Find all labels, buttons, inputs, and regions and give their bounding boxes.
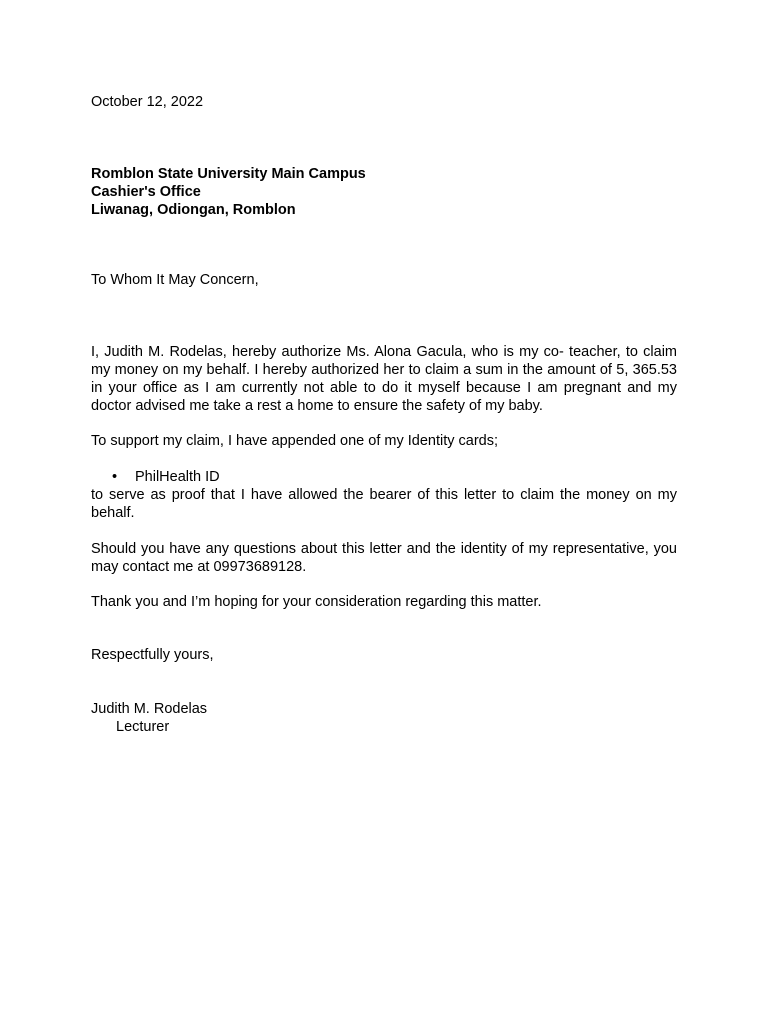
complimentary-close: Respectfully yours,	[91, 647, 214, 663]
recipient-office: Cashier's Office	[91, 184, 201, 200]
body-paragraph-support: To support my claim, I have appended one of my Identity cards;	[91, 433, 499, 449]
recipient-address	[91, 165, 677, 219]
salutation: To Whom It May Concern,	[91, 272, 259, 288]
id-card-list	[91, 468, 677, 486]
body-paragraph-contact: Should you have any questions about this letter and the identity of my representative, you may contact me at 09973689128.	[91, 541, 677, 575]
signature-title: Lecturer	[116, 719, 170, 735]
list-item-label: PhilHealth ID	[135, 469, 220, 485]
recipient-location: Liwanag, Odiongan, Romblon	[91, 202, 296, 218]
list-item	[91, 468, 677, 486]
signature-name: Judith M. Rodelas	[91, 701, 208, 717]
body-paragraph-proof: to serve as proof that I have allowed the bearer of this letter to claim the money on my behalf.	[91, 487, 677, 521]
body-paragraph-thanks: Thank you and I’m hoping for your consideration regarding this matter.	[91, 594, 542, 610]
body-paragraph-authorization: I, Judith M. Rodelas, hereby authorize Ms. Alona Gacula, who is my co- teacher, to claim my money on my behalf. I hereby authorized her to claim a sum in the amount of 5, 365.53 in your office as I am currently not able to do it myself because I am pregnant and my doctor advised me take a rest a home to ensure the safety of my baby.	[91, 344, 677, 414]
signature-block	[91, 700, 677, 736]
recipient-institution: Romblon State University Main Campus	[91, 166, 366, 182]
letter-date: October 12, 2022	[91, 94, 204, 110]
bullet-icon: •	[112, 469, 118, 485]
